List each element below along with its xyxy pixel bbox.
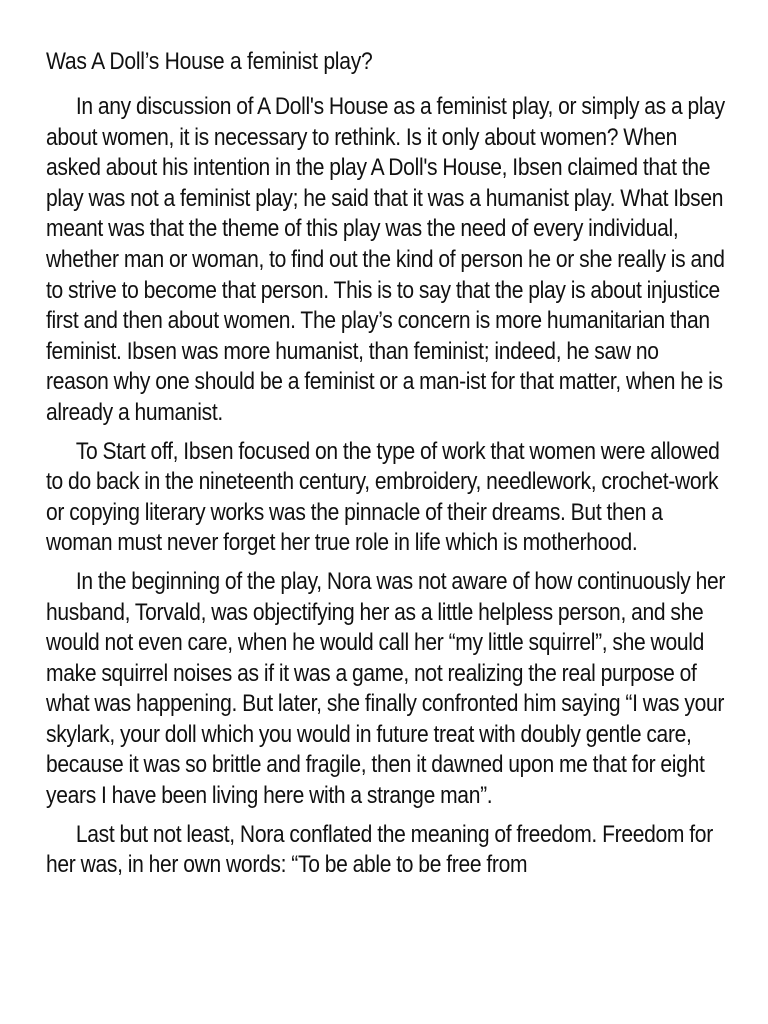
paragraph-2-wrap xyxy=(46,437,726,559)
paragraph-3-wrap xyxy=(46,567,726,812)
document-title: Was A Doll’s House a feminist play? xyxy=(46,48,373,75)
paragraph-4-wrap xyxy=(46,820,726,881)
document-page xyxy=(46,46,726,889)
paragraph-4: Last but not least, Nora conflated the meaning of freedom. Freedom for her was, in her own words: “To be able to be free from xyxy=(46,820,713,879)
paragraph-2: To Start off, Ibsen focused on the type of work that women were allowed to do back in the nineteenth century, embroidery, needlework, crochet-work or copying literary works was the pinnacle of their dreams. But then a woman must never forget her true role in life which is motherhood. xyxy=(46,437,720,557)
paragraph-1: In any discussion of A Doll's House as a feminist play, or simply as a play about women, it is necessary to rethink. Is it only about women? When asked about his intention in the play A Doll's House, Ibsen claimed that the play was not a feminist play; he said that it was a humanist play. What Ibsen meant was that the theme of this play was the need of every individual, whether man or woman, to find out the kind of person he or she really is and to strive to become that person. This is to say that the play is about injustice first and then about women. The play’s concern is more humanitarian than feminist. Ibsen was more humanist, than feminist; indeed, he saw no reason why one should be a feminist or a man-ist for that matter, when he is already a humanist. xyxy=(46,93,725,426)
paragraph-1-wrap xyxy=(46,92,726,429)
paragraph-3: In the beginning of the play, Nora was not aware of how continuously her husband, Torvald, was objectifying her as a little helpless person, and she would not even care, when he would call her “my little squirrel”, she would make squirrel noises as if it was a game, not realizing the real purpose of what was happening. But later, she finally confronted him saying “I was your skylark, your doll which you would in future treat with doubly gentle care, because it was so brittle and fragile, then it dawned upon me that for eight years I have been living here with a strange man”. xyxy=(46,567,726,810)
